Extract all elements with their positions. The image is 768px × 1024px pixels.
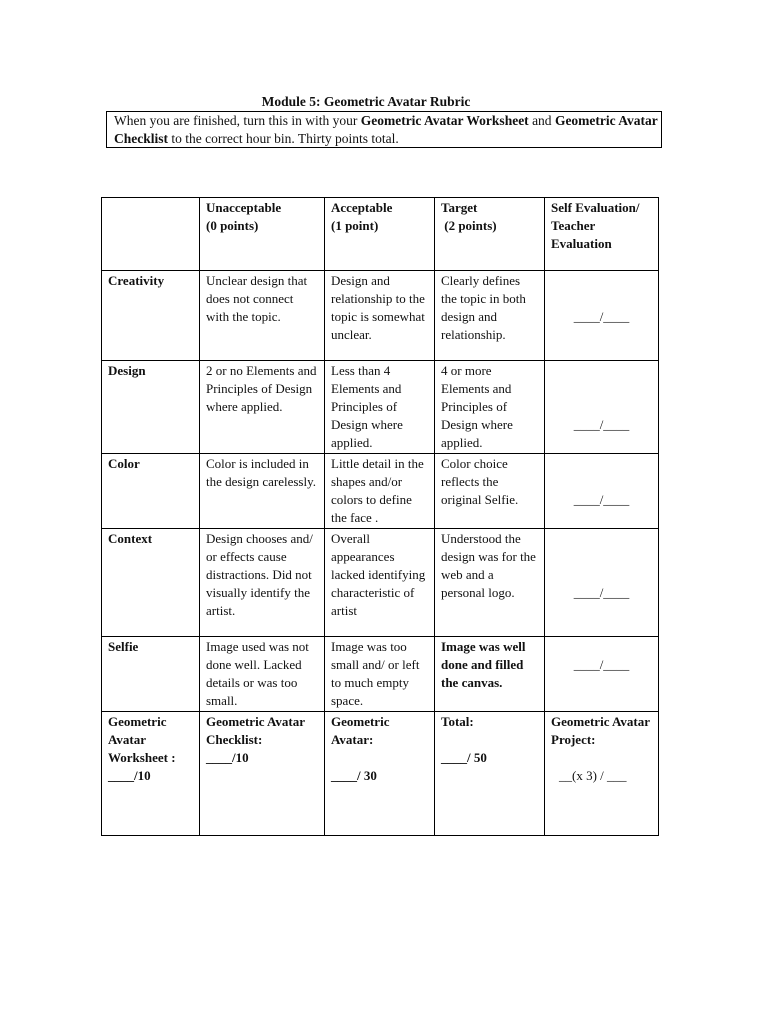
acceptable-cell: Little detail in the shapes and/or colors to define the face . xyxy=(325,454,435,529)
total-score: ____/ 50 xyxy=(441,750,487,765)
evaluation-cell xyxy=(545,271,659,361)
avatar-score: ____/ 30 xyxy=(331,768,377,783)
header-row xyxy=(102,198,659,271)
intro-checklist-name: Geometric Avatar Checklist xyxy=(114,113,658,146)
row-label: Context xyxy=(102,529,200,637)
rubric-table xyxy=(101,197,659,836)
instructions-box xyxy=(106,111,662,148)
header-acceptable: Acceptable (1 point) xyxy=(325,198,435,271)
header-unacceptable: Unacceptable (0 points) xyxy=(200,198,325,271)
evaluation-cell xyxy=(545,529,659,637)
intro-text-2: and xyxy=(528,113,555,128)
target-cell: 4 or more Elements and Principles of Design where applied. xyxy=(435,361,545,454)
header-evaluation: Self Evaluation/ Teacher Evaluation xyxy=(545,198,659,271)
worksheet-total-cell xyxy=(102,712,200,836)
worksheet-score: ____/10 xyxy=(108,768,151,783)
score-blank: ____/____ xyxy=(573,309,630,324)
totals-row xyxy=(102,712,659,836)
unacceptable-cell: Color is included in the design carelessly. xyxy=(200,454,325,529)
acceptable-cell: Design and relationship to the topic is somewhat unclear. xyxy=(325,271,435,361)
table-row xyxy=(102,454,659,529)
acceptable-cell: Image was too small and/ or left to much empty space. xyxy=(325,637,435,712)
target-cell: Color choice reflects the original Selfie. xyxy=(435,454,545,529)
acceptable-cell: Overall appearances lacked identifying characteristic of artist xyxy=(325,529,435,637)
row-label: Color xyxy=(102,454,200,529)
score-blank: ____/____ xyxy=(573,585,630,600)
total-label: Total: xyxy=(441,714,474,729)
acceptable-cell: Less than 4 Elements and Principles of Design where applied. xyxy=(325,361,435,454)
unacceptable-cell: Design chooses and/ or effects cause distractions. Did not visually identify the artist. xyxy=(200,529,325,637)
unacceptable-cell: 2 or no Elements and Principles of Design where applied. xyxy=(200,361,325,454)
table-row xyxy=(102,637,659,712)
intro-text-3: to the correct hour bin. Thirty points total. xyxy=(168,130,399,146)
avatar-total-cell xyxy=(325,712,435,836)
document-title: Module 5: Geometric Avatar Rubric xyxy=(261,94,471,109)
row-label: Creativity xyxy=(102,271,200,361)
header-blank-cell xyxy=(102,198,200,271)
evaluation-cell xyxy=(545,361,659,454)
evaluation-cell xyxy=(545,637,659,712)
checklist-label: Geometric Avatar Checklist: xyxy=(206,714,305,747)
unacceptable-cell: Unclear design that does not connect with the topic. xyxy=(200,271,325,361)
target-cell: Understood the design was for the web and a personal logo. xyxy=(435,529,545,637)
row-label: Selfie xyxy=(102,637,200,712)
table-row xyxy=(102,361,659,454)
score-blank: ____/____ xyxy=(573,417,630,432)
table-row xyxy=(102,529,659,637)
grand-total-cell xyxy=(435,712,545,836)
target-cell: Clearly defines the topic in both design and relationship. xyxy=(435,271,545,361)
target-cell: Image was well done and filled the canvas. xyxy=(435,637,545,712)
project-total-cell xyxy=(545,712,659,836)
unacceptable-cell: Image used was not done well. Lacked details or was too small. xyxy=(200,637,325,712)
row-label: Design xyxy=(102,361,200,454)
table-row xyxy=(102,271,659,361)
intro-worksheet-name: Geometric Avatar Worksheet xyxy=(360,113,529,128)
checklist-total-cell xyxy=(200,712,325,836)
intro-text-1: When you are finished, turn this in with your xyxy=(114,113,361,128)
score-blank: ____/____ xyxy=(573,657,630,672)
header-target: Target (2 points) xyxy=(435,198,545,271)
project-label: Geometric Avatar Project: xyxy=(551,714,650,747)
project-score: __(x 3) / ___ xyxy=(559,768,627,783)
worksheet-label: Geometric Avatar Worksheet : xyxy=(108,714,176,765)
score-blank: ____/____ xyxy=(573,492,630,507)
evaluation-cell xyxy=(545,454,659,529)
avatar-label: Geometric Avatar: xyxy=(331,714,390,747)
checklist-score: ____/10 xyxy=(206,750,249,765)
